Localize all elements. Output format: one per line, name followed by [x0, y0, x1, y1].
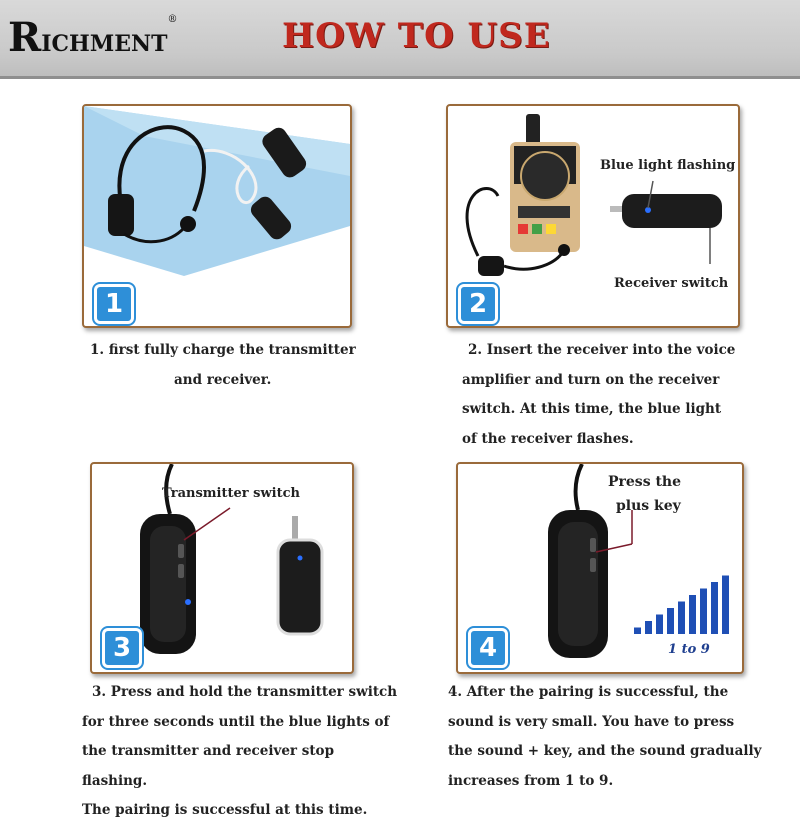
caption-line: for three seconds until the blue lights of [82, 713, 390, 730]
step-4-caption [448, 678, 768, 796]
volume-bar [689, 595, 696, 634]
logo-text: ICHMENT [41, 31, 168, 57]
step-2-panel [446, 104, 740, 328]
step-3-caption [82, 678, 402, 826]
volume-bars [634, 576, 729, 635]
caption-line: of the receiver flashes. [462, 430, 634, 447]
transmitter-switch-label: Transmitter switch [162, 486, 300, 501]
brand-logo [8, 14, 177, 61]
volume-bar [700, 589, 707, 635]
caption-line: the sound + key, and the sound gradually [448, 743, 762, 759]
caption-line: The pairing is successful at this time. [82, 802, 368, 818]
step-number-badge: 2 [458, 284, 498, 324]
volume-bar [711, 582, 718, 634]
caption-line: 3. Press and hold the transmitter switch [92, 684, 398, 700]
press-label: Press the [608, 474, 682, 490]
step-number-badge: 3 [102, 628, 142, 668]
volume-bar [722, 576, 729, 635]
volume-bar [678, 602, 685, 635]
step-3-panel [90, 462, 354, 674]
caption-line: 1. first fully charge the transmitter [90, 342, 356, 358]
caption-line: and receiver. [174, 371, 272, 388]
page-title: HOW TO USE [282, 16, 551, 56]
caption-line: switch. At this time, the blue light [462, 401, 722, 417]
caption-line: 4. After the pairing is successful, the [448, 684, 729, 700]
caption-line: sound is very small. You have to press [448, 713, 735, 730]
caption-line: increases from 1 to 9. [448, 772, 614, 789]
step-1-panel [82, 104, 352, 328]
logo-initial: R [8, 14, 42, 61]
step-number-badge: 4 [468, 628, 508, 668]
step-1-caption [90, 336, 380, 395]
volume-scale-label: 1 to 9 [668, 642, 710, 657]
step-4-panel [456, 462, 744, 674]
registered-mark: ® [167, 14, 178, 25]
header-divider [0, 76, 800, 79]
caption-line: 2. Insert the receiver into the voice [468, 342, 736, 358]
volume-bar [656, 615, 663, 635]
receiver-switch-label: Receiver switch [614, 276, 729, 291]
step-2-caption [462, 336, 762, 454]
caption-line: amplifier and turn on the receiver [462, 371, 720, 388]
caption-line: the transmitter and receiver stop flashing. [82, 743, 335, 789]
step-number-badge: 1 [94, 284, 134, 324]
plus-key-label: plus key [616, 498, 681, 514]
volume-bar [667, 608, 674, 634]
volume-bar [634, 628, 641, 635]
volume-bar [645, 621, 652, 634]
blue-light-label: Blue light flashing [600, 158, 736, 173]
